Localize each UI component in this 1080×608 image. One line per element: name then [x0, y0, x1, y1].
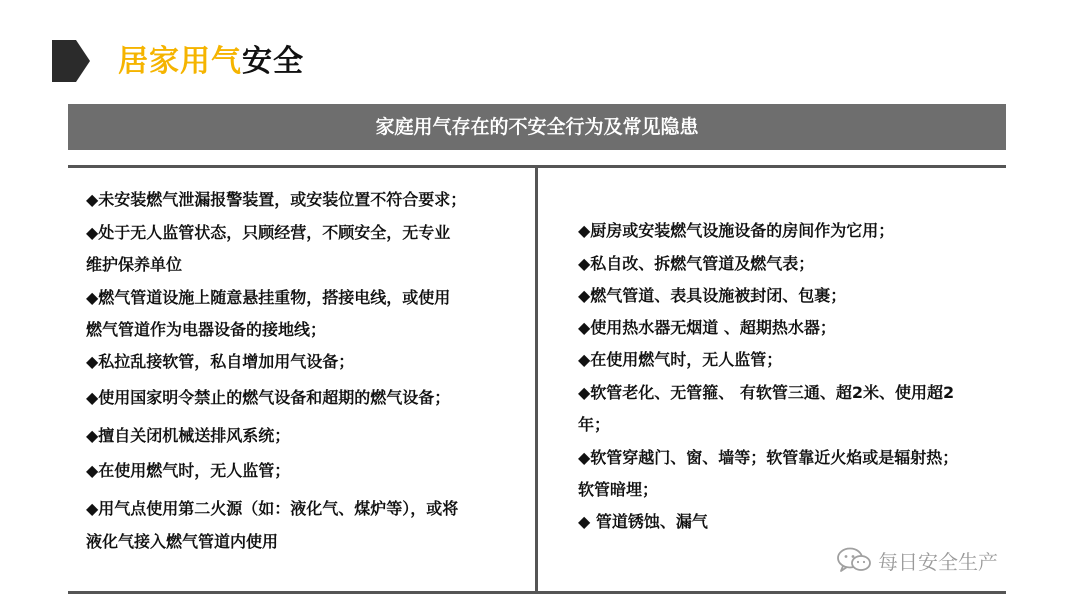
- right-line: 年；: [578, 415, 611, 434]
- left-line: ◆燃气管道设施上随意悬挂重物，搭接电线，或使用: [86, 288, 451, 307]
- left-line: ◆用气点使用第二火源（如：液化气、煤炉等），或将: [86, 499, 459, 518]
- left-line: ◆使用国家明令禁止的燃气设备和超期的燃气设备；: [86, 388, 451, 407]
- left-line: ◆私拉乱接软管，私自增加用气设备；: [86, 352, 355, 371]
- title-chevron-icon: [52, 40, 90, 82]
- page-title-rest: 安全: [242, 44, 304, 79]
- page-title-accent: 居家用气: [118, 44, 242, 79]
- left-line: ◆在使用燃气时，无人监管；: [86, 461, 291, 480]
- section-header: 家庭用气存在的不安全行为及常见隐患: [68, 104, 1006, 150]
- right-line: ◆在使用燃气时，无人监管；: [578, 350, 783, 369]
- left-line: ◆未安装燃气泄漏报警装置，或安装位置不符合要求；: [86, 190, 467, 209]
- left-line: 液化气接入燃气管道内使用: [86, 532, 279, 551]
- right-line: ◆使用热水器无烟道 、超期热水器；: [578, 318, 836, 337]
- right-line: ◆软管穿越门、窗、墙等；软管靠近火焰或是辐射热；: [578, 448, 959, 467]
- column-divider: [535, 168, 538, 591]
- right-line: ◆软管老化、无管箍、 有软管三通、超2米、使用超2: [578, 383, 955, 402]
- left-line: ◆擅自关闭机械送排风系统；: [86, 426, 291, 445]
- watermark-text: 每日安全生产: [878, 549, 998, 574]
- right-line: ◆ 管道锈蚀、漏气: [578, 512, 708, 531]
- right-line: ◆厨房或安装燃气设施设备的房间作为它用；: [578, 221, 895, 240]
- wechat-icon: [836, 546, 872, 574]
- left-line: 燃气管道作为电器设备的接地线；: [86, 320, 327, 339]
- right-line: ◆燃气管道、表具设施被封闭、包裹；: [578, 286, 847, 305]
- watermark: [836, 544, 998, 576]
- bottom-rule: [68, 591, 1006, 594]
- right-line: ◆私自改、拆燃气管道及燃气表；: [578, 254, 815, 273]
- right-line: 软管暗埋；: [578, 480, 659, 499]
- page-title: [118, 42, 304, 82]
- left-line: 维护保养单位: [86, 255, 183, 274]
- left-line: ◆处于无人监管状态，只顾经营，不顾安全，无专业: [86, 223, 451, 242]
